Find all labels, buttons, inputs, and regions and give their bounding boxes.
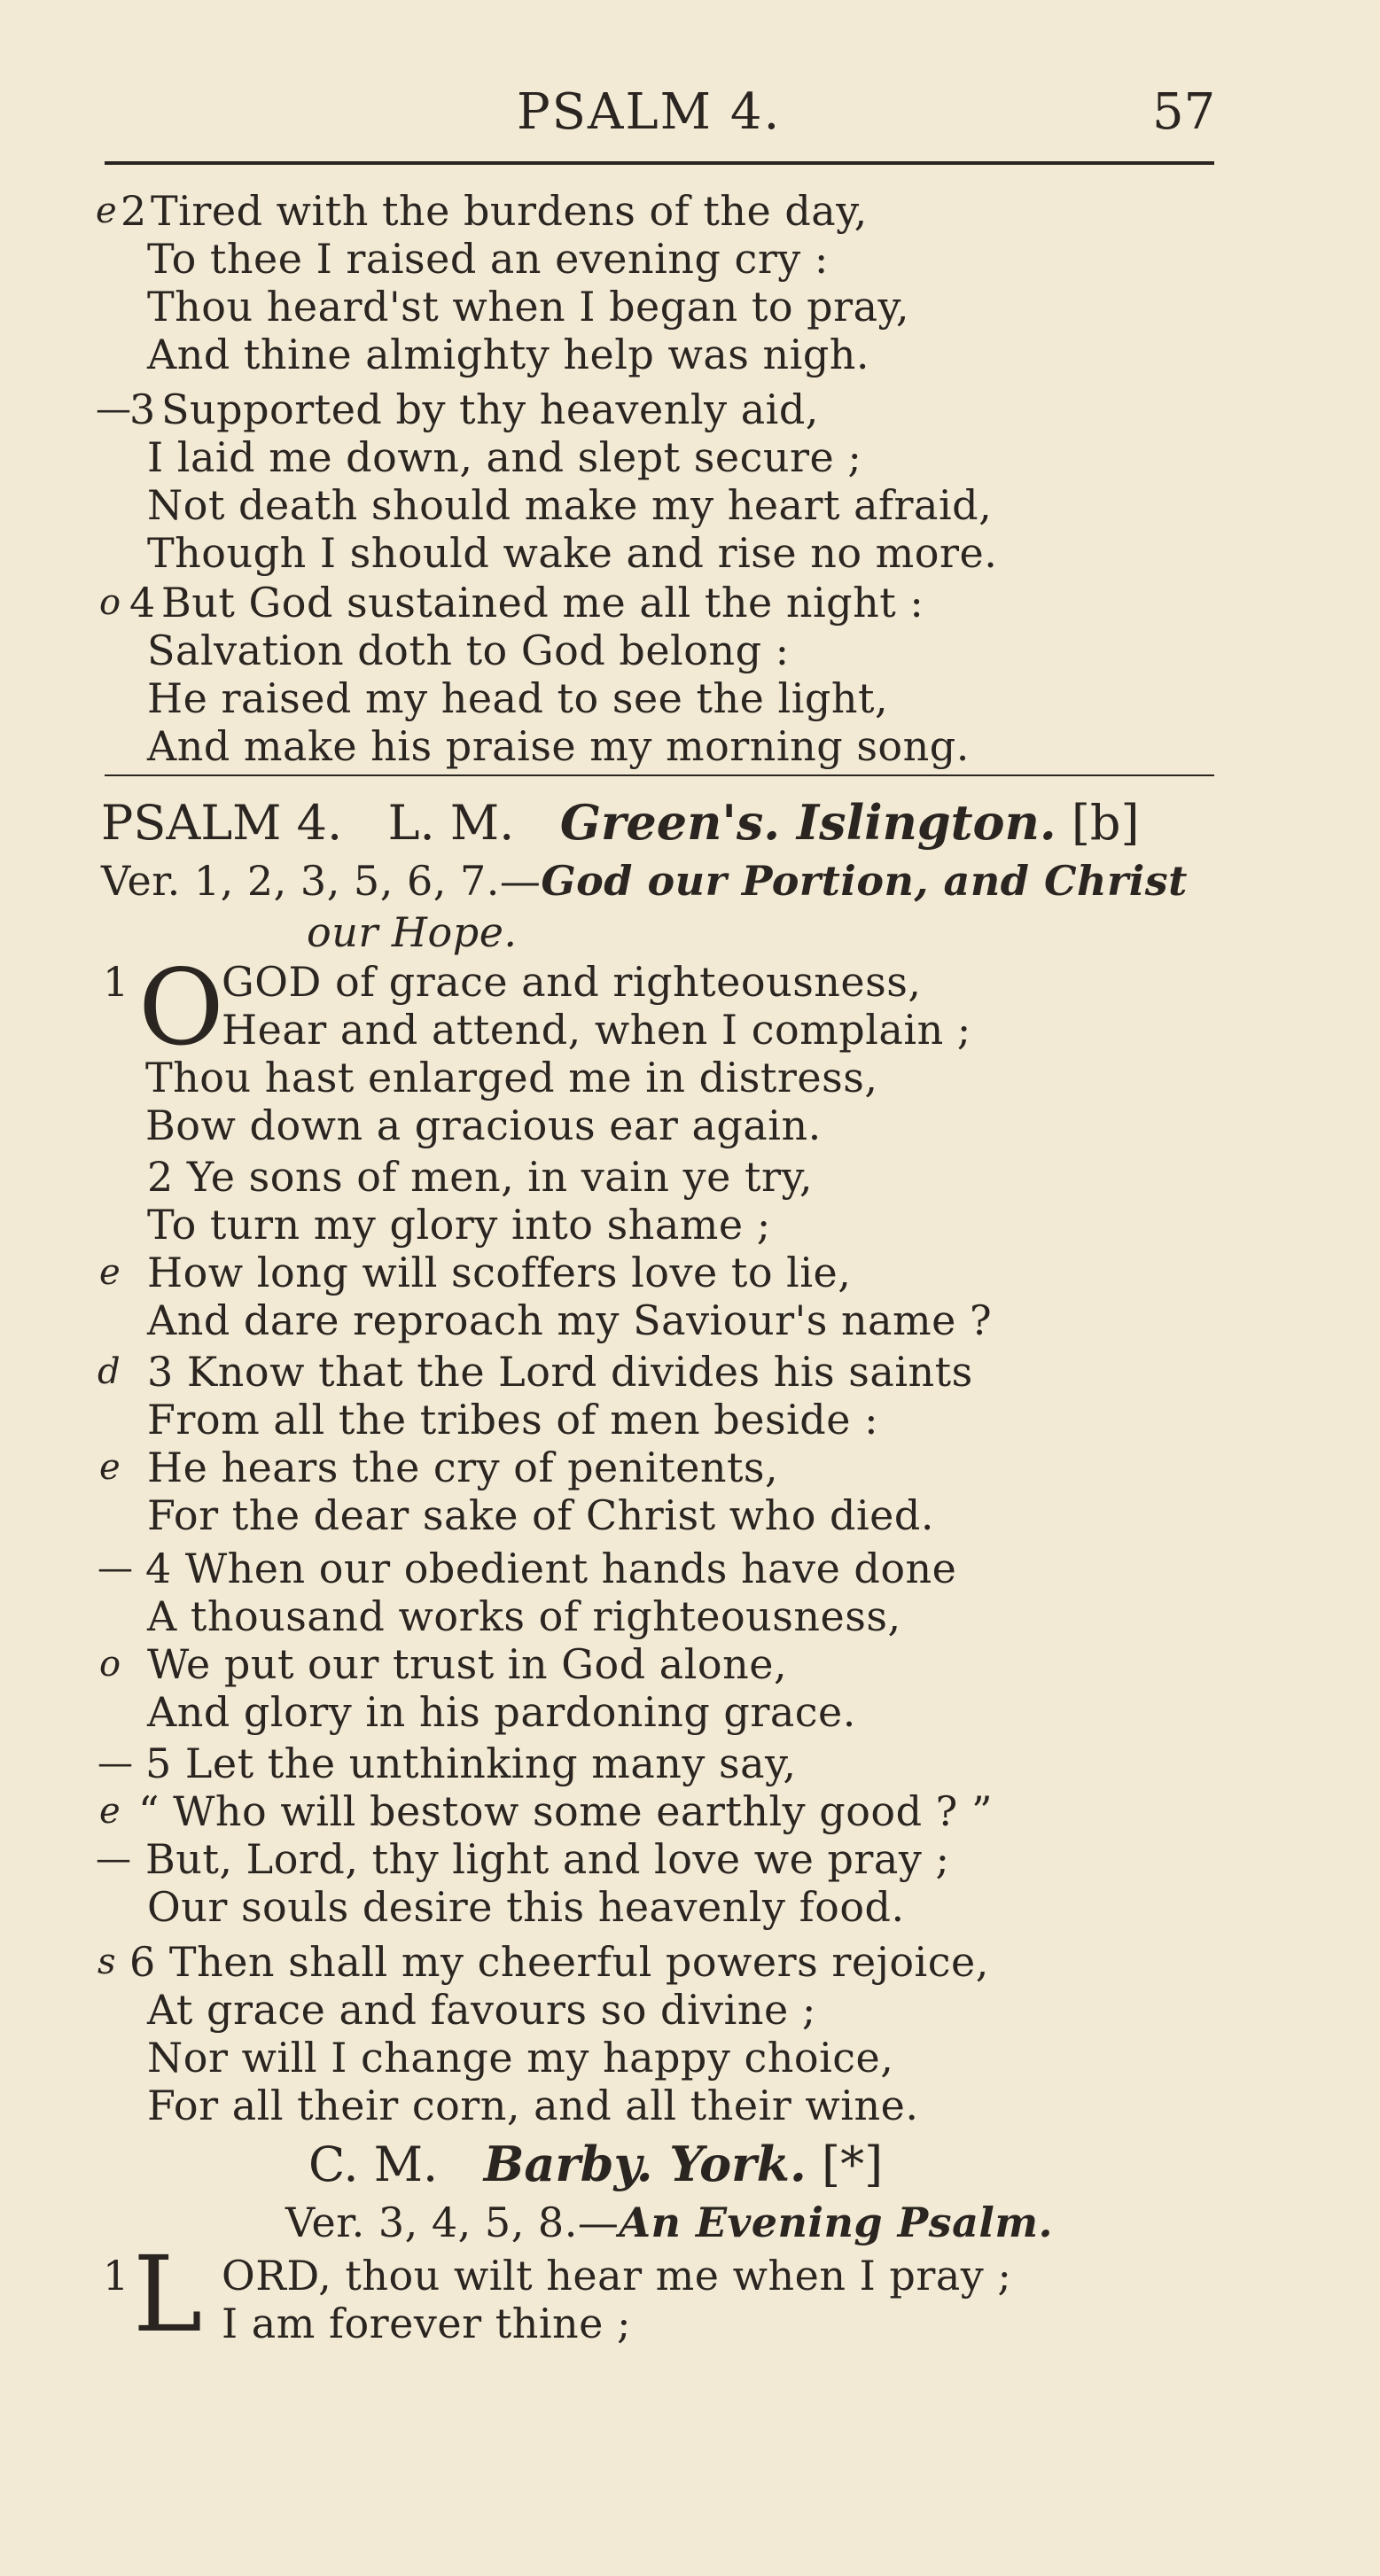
dynamic-mark: e <box>99 1791 121 1832</box>
drop-cap: L <box>133 2233 203 2355</box>
psalm-heading <box>101 794 1140 852</box>
verse-numbers: Ver. 3, 4, 5, 8.— <box>285 2199 620 2246</box>
hymn-line: To thee I raised an evening cry : <box>147 235 829 283</box>
psalm-subject-cont: our Hope. <box>307 908 518 956</box>
hymn-line: I am forever thine ; <box>222 2300 632 2347</box>
dynamic-mark: — <box>97 1743 133 1784</box>
hymn-line: Salvation doth to God belong : <box>147 626 790 674</box>
psalm-heading <box>308 2136 883 2193</box>
dynamic-mark: e <box>99 1252 121 1293</box>
meter-label: L. M. <box>387 795 515 851</box>
dynamic-mark: — <box>96 1839 131 1879</box>
hymn-line: And glory in his pardoning grace. <box>147 1688 856 1736</box>
psalm-subject: An Evening Psalm. <box>619 2199 1054 2246</box>
tune-names: Green's. Islington. <box>559 794 1056 851</box>
dynamic-mark: e <box>96 191 117 231</box>
hymn-line: How long will scoffers love to lie, <box>147 1249 852 1296</box>
dynamic-mark: e <box>99 1447 121 1488</box>
hymn-line: 2 Ye sons of men, in vain ye try, <box>147 1153 813 1201</box>
hymn-line: For all their corn, and all their wine. <box>147 2082 919 2129</box>
verse-reference <box>101 856 1188 906</box>
hymn-line: He raised my head to see the light, <box>147 674 889 722</box>
dynamic-mark: o <box>99 1644 121 1685</box>
stanza-number: 3 <box>129 385 156 433</box>
hymn-line: And dare reproach my Saviour's name ? <box>147 1296 993 1344</box>
meter-label: C. M. <box>308 2136 439 2192</box>
hymn-line: 6 Then shall my cheerful powers rejoice, <box>129 1938 989 1986</box>
dynamic-mark: — <box>96 389 131 430</box>
running-head-title: PSALM 4. <box>517 83 782 141</box>
hymn-line: From all the tribes of men beside : <box>147 1396 879 1444</box>
hymn-line: For the dear sake of Christ who died. <box>147 1491 934 1539</box>
stanza-number: 1 <box>103 2252 129 2300</box>
key-mark: [b] <box>1071 795 1140 851</box>
psalm-subject: God our Portion, and Christ <box>541 857 1188 905</box>
hymn-line: And make his praise my morning song. <box>147 722 970 770</box>
dynamic-mark: — <box>97 1548 133 1589</box>
hymn-line: But, Lord, thy light and love we pray ; <box>145 1835 950 1883</box>
hymn-line: Supported by thy heavenly aid, <box>161 385 819 433</box>
stanza-number: 2 <box>121 187 147 235</box>
hymn-line: And thine almighty help was nigh. <box>147 331 870 378</box>
hymn-line: Though I should wake and rise no more. <box>147 529 998 577</box>
verse-numbers: Ver. 1, 2, 3, 5, 6, 7.— <box>101 857 542 905</box>
hymn-line: ORD, thou wilt hear me when I pray ; <box>222 2252 1012 2300</box>
hymn-line: Thou heard'st when I began to pray, <box>147 283 910 331</box>
hymn-line: Nor will I change my happy choice, <box>147 2034 894 2082</box>
hymn-line: But God sustained me all the night : <box>161 579 924 626</box>
drop-cap: O <box>138 946 224 1069</box>
dynamic-mark: d <box>97 1351 121 1392</box>
hymn-line: “ Who will bestow some earthly good ? ” <box>138 1787 993 1835</box>
hymn-line: A thousand works of righteousness, <box>147 1592 901 1640</box>
hymn-line: 4 When our obedient hands have done <box>145 1545 957 1592</box>
hymn-line: Hear and attend, when I complain ; <box>222 1006 971 1054</box>
page-number: 57 <box>1152 83 1216 141</box>
hymn-line: He hears the cry of penitents, <box>147 1444 779 1491</box>
hymn-line: Our souls desire this heavenly food. <box>147 1883 905 1931</box>
dynamic-mark: s <box>97 1942 116 1982</box>
hymn-line: Bow down a gracious ear again. <box>145 1101 822 1149</box>
hymn-line: Not death should make my heart afraid, <box>147 481 993 529</box>
key-mark: [*] <box>822 2136 884 2192</box>
hymn-line: 5 Let the unthinking many say, <box>145 1739 797 1787</box>
stanza-number: 1 <box>103 958 129 1006</box>
hymn-line: I laid me down, and slept secure ; <box>147 433 862 481</box>
hymn-line: 3 Know that the Lord divides his saints <box>147 1348 973 1396</box>
dynamic-mark: o <box>99 582 121 623</box>
hymn-line: GOD of grace and righteousness, <box>222 958 922 1006</box>
tune-names: Barby. York. <box>483 2136 807 2192</box>
verse-reference <box>285 2198 1053 2247</box>
section-rule <box>105 774 1214 776</box>
hymn-line: Thou hast enlarged me in distress, <box>145 1054 878 1101</box>
psalm-title: PSALM 4. <box>101 795 343 851</box>
hymn-line: We put our trust in God alone, <box>147 1640 788 1688</box>
hymn-line: To turn my glory into shame ; <box>147 1201 771 1249</box>
hymn-line: Tired with the burdens of the day, <box>151 187 868 235</box>
hymn-line: At grace and favours so divine ; <box>147 1986 816 2034</box>
stanza-number: 4 <box>129 579 156 626</box>
header-rule <box>105 161 1214 165</box>
